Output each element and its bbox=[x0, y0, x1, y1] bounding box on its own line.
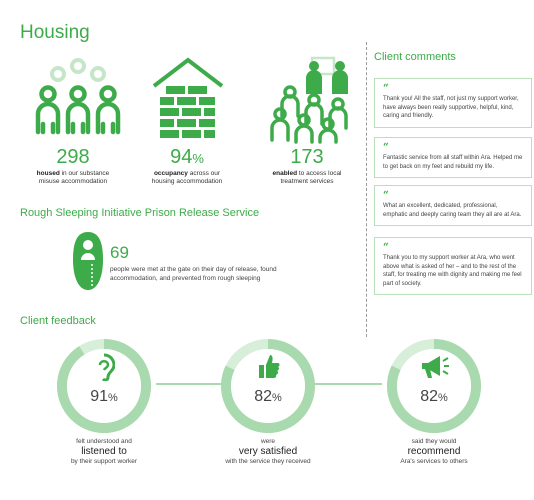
feedback-value: 82% bbox=[420, 388, 448, 405]
megaphone-icon bbox=[420, 354, 450, 380]
people-group-icon bbox=[28, 56, 128, 144]
stat-housed-description: housed in our substance misuse accommodation bbox=[36, 170, 110, 185]
comment-text: Fantastic service from all staff within Ara. Helped me to get back on my feet and rebuild my life. bbox=[383, 155, 523, 170]
comment-text: What an excellent, dedicated, professional, emphatic and deeply caring team they all are at Ara. bbox=[383, 203, 522, 218]
comment-card bbox=[374, 185, 532, 226]
quote-mark-icon: “ bbox=[383, 242, 389, 253]
stat-occupancy-value: 94% bbox=[170, 146, 204, 168]
stat-housed-value: 298 bbox=[56, 146, 90, 168]
rough-sleeping-value: 69 bbox=[110, 243, 129, 262]
feedback-ring-listened bbox=[54, 336, 154, 436]
feedback-caption: were very satisfied with the service they received bbox=[225, 438, 311, 465]
comment-text: Thank you! All the staff, not just my support worker, have always been really supportive, helpful, kind, caring and friendly. bbox=[383, 96, 519, 119]
ear-icon bbox=[93, 353, 115, 381]
quote-mark-icon: “ bbox=[383, 83, 389, 94]
house-bricks-icon bbox=[150, 56, 226, 140]
sleeping-bag-icon bbox=[72, 230, 104, 292]
thumbs-up-icon bbox=[257, 352, 281, 380]
comment-card bbox=[374, 137, 532, 178]
comment-card bbox=[374, 78, 532, 128]
page-title: Housing bbox=[20, 22, 90, 43]
comments-title: Client comments bbox=[374, 51, 456, 63]
stat-occupancy-description: occupancy across our housing accommodation bbox=[151, 170, 223, 185]
column-divider bbox=[366, 42, 367, 337]
stat-enabled-description: enabled to access local treatment services bbox=[272, 170, 342, 185]
rough-sleeping-title: Rough Sleeping Initiative Prison Release Service bbox=[20, 207, 260, 219]
feedback-value: 82% bbox=[254, 388, 282, 405]
feedback-value: 91% bbox=[90, 388, 118, 405]
quote-mark-icon: “ bbox=[383, 190, 389, 201]
comment-card bbox=[374, 237, 532, 295]
comment-text: Thank you to my support worker at Ara, who went above what is asked of her – and to the rest of the staff, for treating me with dignity and making me feel part of society. bbox=[383, 255, 522, 287]
rough-sleeping-description: people were met at the gate on their day of release, found accommodation, and prevented from rough sleeping bbox=[110, 266, 277, 282]
feedback-caption: said they would recommend Ara's services to others bbox=[400, 438, 468, 465]
stat-enabled-value: 173 bbox=[290, 146, 324, 168]
feedback-caption: felt understood and listened to by their support worker bbox=[70, 438, 138, 465]
feedback-title: Client feedback bbox=[20, 315, 96, 327]
feedback-ring-recommend bbox=[384, 336, 484, 436]
quote-mark-icon: “ bbox=[383, 142, 389, 153]
feedback-ring-satisfied bbox=[218, 336, 318, 436]
people-presentation-icon bbox=[268, 54, 364, 144]
